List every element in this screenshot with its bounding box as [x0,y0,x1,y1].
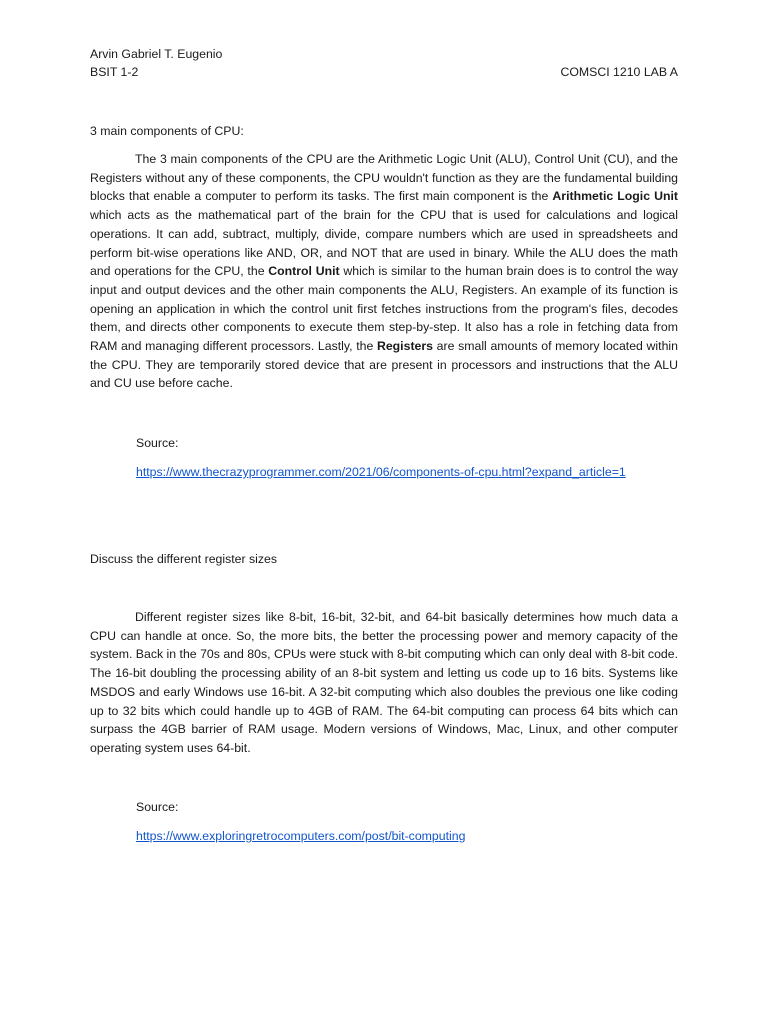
term-alu: Arithmetic Logic Unit [552,189,679,204]
source-label: Source: [136,800,179,814]
term-registers: Registers [376,339,433,354]
section1-paragraph [90,150,678,393]
source-label: Source: [136,436,179,450]
text-run: are small amounts of memory located within the CPU. They are temporarily stored device that are present in processors and instructions that the ALU and CU use before cache. [90,339,678,391]
section1-heading: 3 main components of CPU: [90,124,244,138]
course-code: COMSCI 1210 LAB A [560,65,678,79]
source-link[interactable]: https://www.exploringretrocomputers.com/post/bit-computing [136,829,466,843]
text-run: The 3 main components of the CPU are the Arithmetic Logic Unit (ALU), Control Unit (CU), and the Registers without any of these components, the CPU wouldn't function as they are the fundamental building blocks that enable a computer to perform its tasks. The first main component is the [90,152,678,204]
text-run: which acts as the mathematical part of the brain for the CPU that is used for calculations and logical operations. It can add, subtract, multiply, divide, compare numbers which are used in spreadsheets and perform bit-wise operations like AND, OR, and NOT that are used in binary. While the ALU does the math and operations for the CPU, the [90,208,678,279]
section2-heading: Discuss the different register sizes [90,552,278,566]
source-link[interactable]: https://www.thecrazyprogrammer.com/2021/06/components-of-cpu.html?expand_article=1 [136,465,626,479]
text-run: which is similar to the human brain does is to control the way input and output devices and the other main components the ALU, Registers. An example of its function is opening an application in which the control unit first fetches instructions from the program's files, decodes them, and directs other components to execute them step-by-step. It also has a role in fetching data from RAM and managing different processors. Lastly, the [90,264,678,354]
section2-paragraph: Different register sizes like 8-bit, 16-bit, 32-bit, and 64-bit basically determines how much data a CPU can handle at once. So, the more bits, the better the processing power and memory capacity of the system. Back in the 70s and 80s, CPUs were stuck with 8-bit computing which can only deal with 8-bit code. The 16-bit doubling the processing ability of an 8-bit system and letting us code up to 16 bits. Systems like MSDOS and early Windows use 16-bit. A 32-bit computing which also doubles the previous one like coding up to 32 bits which could handle up to 4GB of RAM. The 64-bit computing can process 64 bits which can surpass the 4GB barrier of RAM usage. Modern versions of Windows, Mac, Linux, and other computer operating system uses 64-bit. [90,610,678,755]
author-name: Arvin Gabriel T. Eugenio [90,47,223,61]
term-control-unit: Control Unit [268,264,340,279]
class-section: BSIT 1-2 [90,65,139,79]
